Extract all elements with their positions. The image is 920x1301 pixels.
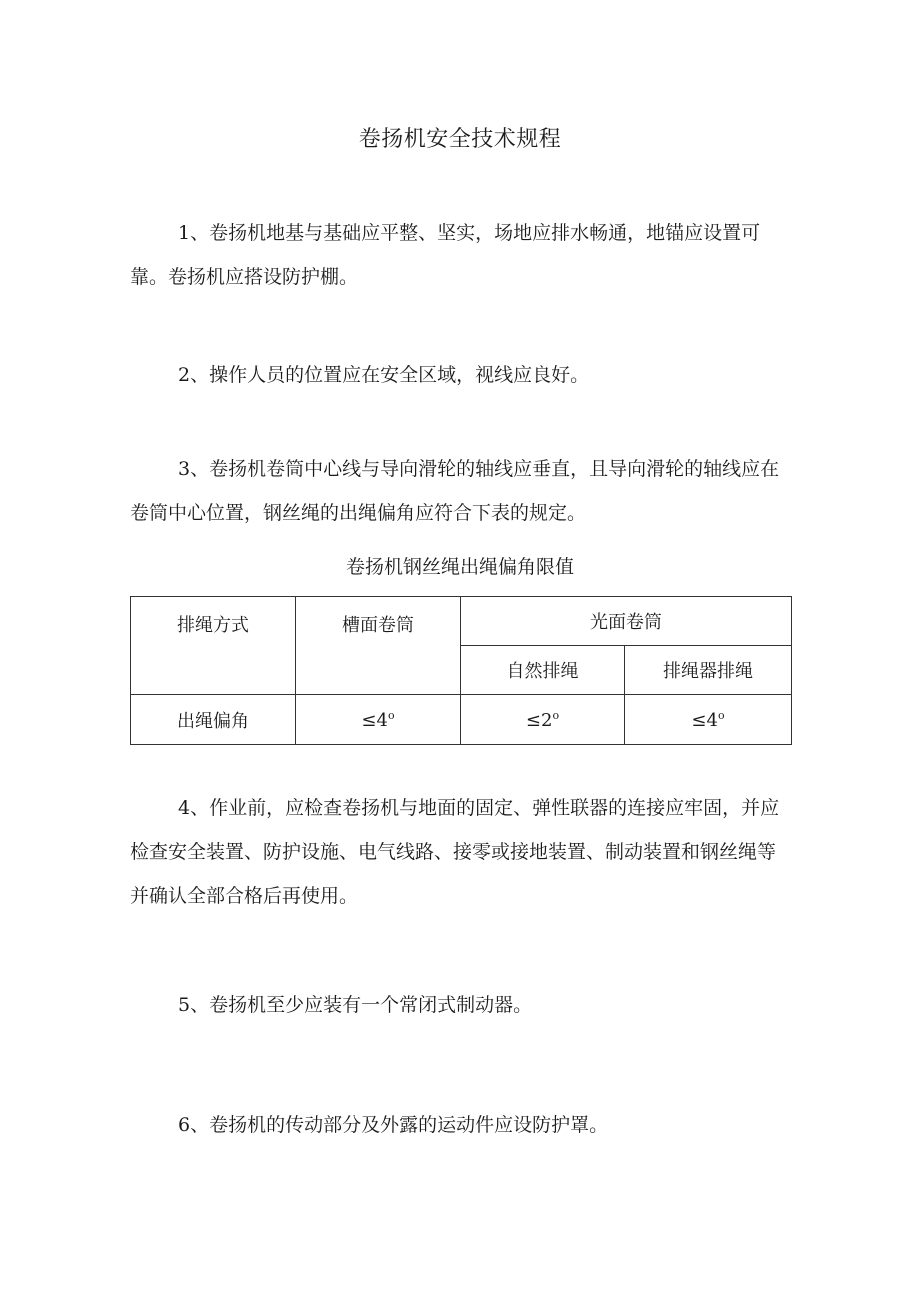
paragraph-6: 6、卷扬机的传动部分及外露的运动件应设防护罩。 bbox=[178, 1114, 609, 1136]
degree-mark: o bbox=[552, 708, 560, 722]
paragraph-3: 3、卷扬机卷筒中心线与导向滑轮的轴线应垂直，且导向滑轮的轴线应在卷筒中心位置，钢丝绳的出绳偏角应符合下表的规定。 bbox=[130, 458, 780, 524]
paragraph-5: 5、卷扬机至少应装有一个常闭式制动器。 bbox=[178, 994, 533, 1016]
table-row bbox=[131, 695, 792, 745]
degree-mark: o bbox=[717, 708, 725, 722]
value-grooved bbox=[296, 695, 461, 745]
value-device bbox=[625, 695, 792, 745]
paragraph-1: 1、卷扬机地基与基础应平整、坚实，场地应排水畅通，地锚应设置可靠。卷扬机应搭设防护棚。 bbox=[130, 222, 761, 288]
table-header-row bbox=[131, 597, 792, 646]
subheader-natural: 自然排绳 bbox=[461, 646, 625, 695]
value-grooved-text: ≤4 bbox=[361, 709, 388, 731]
degree-mark: o bbox=[387, 708, 395, 722]
value-natural bbox=[461, 695, 625, 745]
header-smooth-drum: 光面卷筒 bbox=[461, 597, 792, 646]
value-device-text: ≤4 bbox=[691, 709, 718, 731]
document-title: 卷扬机安全技术规程 bbox=[358, 127, 562, 152]
paragraph-2: 2、操作人员的位置应在安全区域，视线应良好。 bbox=[178, 364, 590, 386]
subheader-device: 排绳器排绳 bbox=[625, 646, 792, 695]
value-natural-text: ≤2 bbox=[525, 709, 553, 731]
table-caption: 卷扬机钢丝绳出绳偏角限值 bbox=[345, 556, 574, 578]
paragraph-4: 4、作业前，应检查卷扬机与地面的固定、弹性联器的连接应牢固，并应检查安全装置、防护设施、电气线路、接零或接地装置、制动装置和钢丝绳等并确认全部合格后再使用。 bbox=[130, 797, 780, 907]
row-label-angle: 出绳偏角 bbox=[131, 695, 296, 745]
header-grooved-drum: 槽面卷筒 bbox=[296, 597, 461, 695]
rope-angle-table bbox=[130, 596, 792, 745]
header-arrangement: 排绳方式 bbox=[131, 597, 296, 695]
